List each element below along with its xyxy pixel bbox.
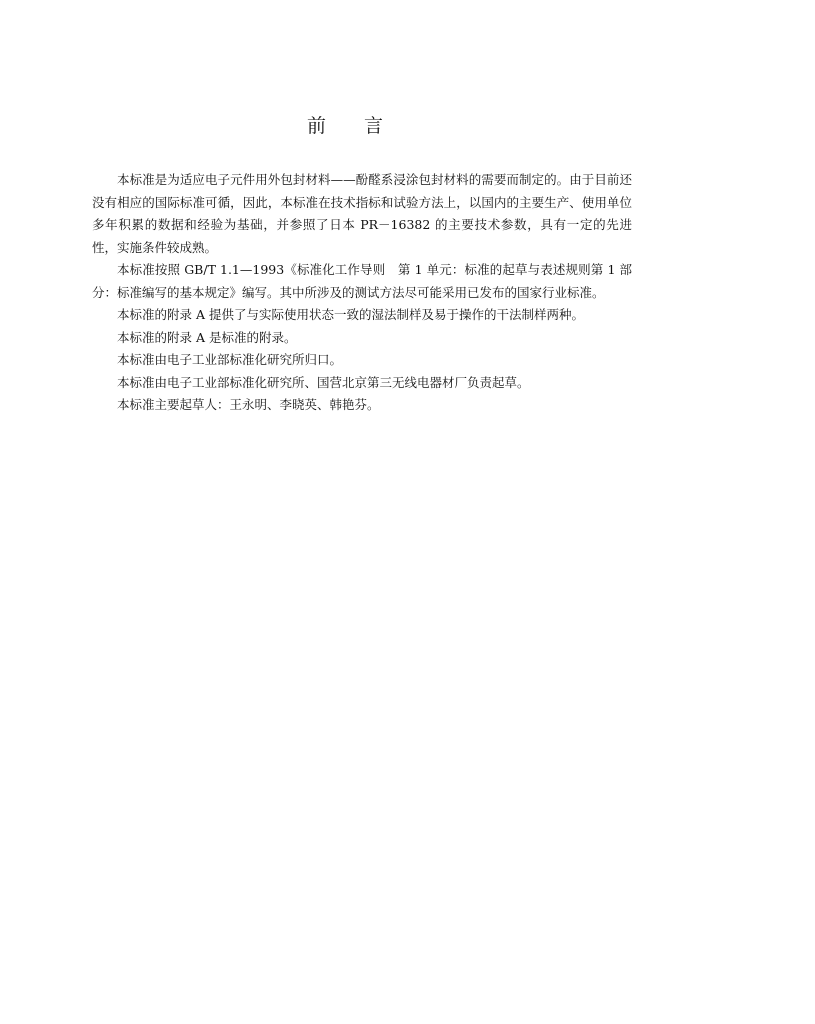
page-title: 前言: [306, 115, 421, 137]
paragraph-drafting-unit: 本标准由电子工业部标准化研究所、国营北京第三无线电器材厂负责起草。: [117, 374, 530, 390]
paragraph-responsible-unit: 本标准由电子工业部标准化研究所归口。: [117, 352, 343, 367]
paragraph-drafters: 本标准主要起草人：王永明、李晓英、韩艳芬。: [117, 397, 380, 412]
paragraph-appendix-content: 本标准的附录 A 提供了与实际使用状态一致的湿法制样及易于操作的干法制样两种。: [117, 307, 584, 322]
paragraph-purpose: 本标准是为适应电子元件用外包封材料——酚醛系浸涂包封材料的需要而制定的。由于目前还没有相应的国际标准可循，因此，本标准在技术指标和试验方法上，以国内的主要生产、使用单位多年积累的数据和经验为基础，并参照了日本 PR－16382 的主要技术参数，具有一定的先进性，实施条件较成熟。: [92, 172, 632, 255]
paragraph-appendix-status: 本标准的附录 A 是标准的附录。: [117, 329, 297, 345]
preface-body: [92, 169, 632, 417]
paragraph-drafting-basis: 本标准按照 GB/T 1.1—1993《标准化工作导则 第 1 单元：标准的起草与表述规则第 1 部分：标准编写的基本规定》编写。其中所涉及的测试方法尽可能采用已发布的国家行业标准。: [92, 262, 632, 300]
